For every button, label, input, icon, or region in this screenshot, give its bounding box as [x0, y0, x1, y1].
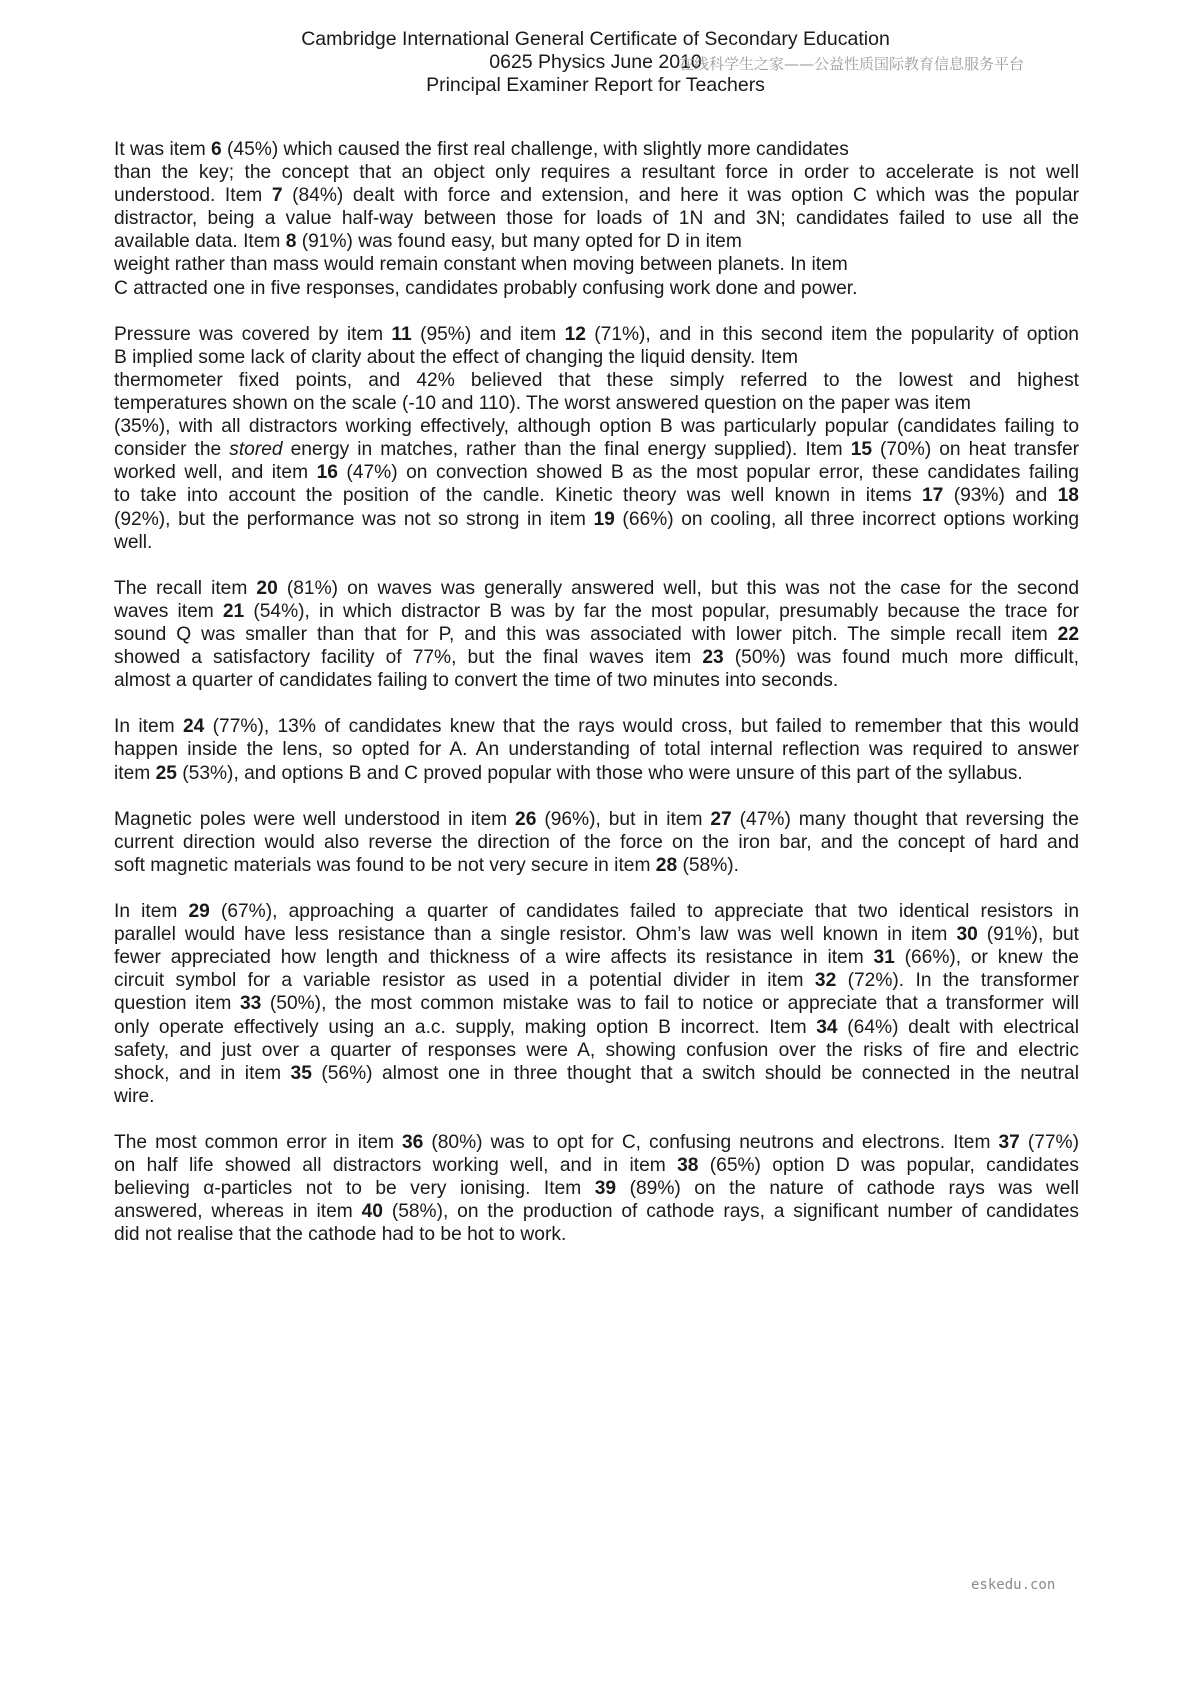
item-number: 17: [921, 485, 944, 507]
text-run: sound Q was smaller than that for P, and this was associated with lower pitch. The simple recall item: [114, 623, 1058, 645]
text-run: (92%), but the performance was not so strong in item: [114, 508, 594, 530]
text-run: to take into account the position of the candle. Kinetic theory was well known in items: [114, 485, 922, 507]
item-number: 31: [873, 947, 895, 969]
text-line: [114, 1085, 1079, 1108]
text-run: (64%) dealt with electrical: [837, 1016, 1079, 1038]
item-number: 20: [256, 577, 278, 599]
text-run: wire.: [114, 1085, 155, 1107]
text-run: parallel would have less resistance than a single resistor. Ohm’s law was well known in item: [114, 924, 957, 946]
text-run: (53%), and options B and C proved popular with those who were unsure of this part of the syllabus.: [176, 762, 1023, 784]
item-number: 33: [239, 993, 262, 1015]
text-line: [114, 531, 1079, 554]
text-run: (47%) on convection showed B as the most popular error, these candidates failing: [337, 462, 1079, 484]
text-run: (91%), but: [977, 924, 1079, 946]
text-run: (72%). In the transformer: [836, 970, 1079, 992]
item-number: 35: [290, 1062, 312, 1084]
text-line: [114, 461, 1079, 484]
text-line: [114, 762, 1079, 785]
text-line: [114, 854, 1079, 877]
text-run: on half life showed all distractors working well, and in item: [114, 1155, 678, 1177]
text-run: (89%) on the nature of cathode rays was well: [616, 1178, 1080, 1200]
item-number: 7: [271, 185, 283, 207]
paragraph: [114, 715, 1079, 784]
text-run: soft magnetic materials was found to be not very secure in item: [114, 854, 656, 876]
text-line: [114, 1177, 1079, 1200]
text-run: (67%), approaching a quarter of candidates failed to appreciate that two identical resistors in: [209, 901, 1079, 923]
text-run: (91%) was found easy, but many opted for D in item: [296, 231, 742, 253]
text-run: fewer appreciated how length and thickness of a wire affects its resistance in item: [114, 947, 874, 969]
text-run: (71%), and in this second item the popularity of option: [585, 323, 1079, 345]
text-line: [114, 1223, 1079, 1246]
header-syllabus: 0625 Physics June 2010: [489, 51, 702, 73]
text-line: [114, 623, 1079, 646]
text-line: [114, 992, 1079, 1015]
text-line: [114, 646, 1079, 669]
text-run: worked well, and item: [114, 462, 317, 484]
text-line: [114, 923, 1079, 946]
text-line: [114, 392, 1079, 415]
header-exam-title: Cambridge International General Certificate of Secondary Education: [301, 28, 890, 50]
text-run: temperatures shown on the scale (-10 and 110). The worst answered question on the paper was item: [114, 393, 971, 415]
item-number: 8: [285, 231, 297, 253]
text-run: In item: [114, 716, 183, 738]
text-line: [114, 808, 1079, 831]
text-run: almost a quarter of candidates failing to convert the time of two minutes into seconds.: [114, 670, 839, 692]
text-run: It was item: [114, 139, 212, 160]
emphasis-text: stored: [229, 439, 283, 461]
text-run: (95%) and item: [411, 323, 565, 345]
text-run: (84%) dealt with force and extension, and here it was option C which was the popular: [282, 185, 1079, 207]
text-line: [114, 1131, 1079, 1154]
item-number: 23: [702, 647, 724, 669]
text-run: available data. Item: [114, 231, 286, 253]
text-line: [114, 831, 1079, 854]
item-number: 24: [182, 716, 205, 738]
text-line: [114, 484, 1079, 507]
text-line: [114, 900, 1079, 923]
paragraph: [114, 577, 1079, 692]
text-line: [114, 277, 1079, 300]
text-run: (77%), 13% of candidates knew that the rays would cross, but failed to remember that this would: [204, 716, 1079, 738]
text-line: [114, 323, 1079, 346]
footer-watermark: eskedu.con: [971, 1577, 1056, 1593]
text-run: In item: [114, 901, 189, 923]
paragraph: [114, 323, 1079, 554]
text-run: safety, and just over a quarter of responses were A, showing confusion over the risks of fire and electric: [114, 1039, 1079, 1061]
text-run: (56%) almost one in three thought that a switch should be connected in the neutral: [311, 1062, 1079, 1084]
text-run: The recall item: [114, 577, 257, 599]
item-number: 34: [816, 1016, 838, 1038]
text-run: happen inside the lens, so opted for A. An understanding of total internal reflection was required to answer: [114, 739, 1079, 761]
text-run: item: [114, 762, 156, 784]
text-run: Pressure was covered by item: [114, 323, 392, 345]
item-number: 15: [850, 439, 873, 461]
item-number: 30: [956, 924, 978, 946]
item-number: 19: [593, 508, 615, 530]
text-line: [114, 207, 1079, 230]
report-body: [114, 138, 1079, 1270]
item-number: 21: [222, 600, 245, 622]
text-run: C attracted one in five responses, candidates probably confusing work done and power.: [114, 277, 858, 299]
text-line: [114, 600, 1079, 623]
item-number: 16: [316, 462, 338, 484]
text-run: (35%), with all distractors working effectively, although option B was particularly popular (candidates failing to: [114, 416, 1079, 438]
text-run: (65%) option D was popular, candidates: [698, 1155, 1079, 1177]
text-run: B implied some lack of clarity about the effect of changing the liquid density. Item: [114, 346, 799, 368]
text-run: (47%) many thought that reversing the: [731, 808, 1079, 830]
text-run: thermometer fixed points, and 42% believed that these simply referred to the lowest and highest: [114, 369, 1079, 391]
text-run: did not realise that the cathode had to be hot to work.: [114, 1224, 567, 1246]
text-line: [114, 946, 1079, 969]
item-number: 32: [814, 970, 837, 992]
item-number: 37: [998, 1132, 1020, 1154]
item-number: 25: [155, 762, 177, 784]
text-line: [114, 415, 1079, 438]
text-line: [114, 253, 1079, 276]
text-run: shock, and in item: [114, 1062, 291, 1084]
text-run: energy in matches, rather than the final energy supplied). Item: [282, 439, 851, 461]
text-line: [114, 1200, 1079, 1223]
text-run: (45%) which caused the first real challenge, with slightly more candidates: [221, 139, 849, 160]
text-line: [114, 1039, 1079, 1062]
text-run: waves item: [114, 600, 223, 622]
text-line: [114, 1154, 1079, 1177]
item-number: 27: [710, 808, 732, 830]
text-line: [114, 738, 1079, 761]
text-run: (70%) on heat transfer: [872, 439, 1080, 461]
item-number: 28: [655, 854, 678, 876]
text-run: current direction would also reverse the direction of the force on the iron bar, and the concept of hard and: [114, 831, 1079, 853]
paragraph: [114, 808, 1079, 877]
text-run: consider the: [114, 439, 230, 461]
item-number: 12: [564, 323, 586, 345]
text-line: [114, 230, 1079, 253]
text-run: than the key; the concept that an object only requires a resultant force in order to accelerate is not well: [114, 162, 1079, 184]
item-number: 11: [391, 323, 412, 345]
watermark-text: 在线科学生之家——公益性质国际教育信息服务平台: [679, 55, 1025, 73]
text-run: (54%), in which distractor B was by far the most popular, presumably because the trace for: [244, 600, 1080, 622]
text-line: [114, 346, 1079, 369]
text-line: [114, 715, 1079, 738]
text-run: (77%): [1019, 1132, 1079, 1154]
item-number: 26: [515, 808, 537, 830]
text-run: well.: [114, 531, 153, 553]
item-number: 39: [594, 1178, 617, 1200]
paragraph: [114, 900, 1079, 1108]
text-run: showed a satisfactory facility of 77%, but the final waves item: [114, 647, 703, 669]
item-number: 36: [402, 1132, 424, 1154]
text-line: [114, 1062, 1079, 1085]
text-run: understood. Item: [114, 185, 272, 207]
text-run: (50%), the most common mistake was to fail to notice or appreciate that a transformer will: [261, 993, 1079, 1015]
text-line: [114, 577, 1079, 600]
header-report-title: Principal Examiner Report for Teachers: [426, 74, 765, 96]
text-run: question item: [114, 993, 240, 1015]
paragraph: [114, 138, 1079, 300]
text-line: [114, 184, 1079, 207]
text-run: (81%) on waves was generally answered well, but this was not the case for the second: [277, 577, 1079, 599]
item-number: 40: [361, 1201, 383, 1223]
text-run: distractor, being a value half-way between those for loads of 1N and 3N; candidates failed to use all the: [114, 208, 1079, 230]
text-run: (58%), on the production of cathode rays, a significant number of candidates: [382, 1201, 1079, 1223]
item-number: 22: [1057, 623, 1079, 645]
text-line: [114, 161, 1079, 184]
item-number: 18: [1057, 485, 1079, 507]
text-run: answered, whereas in item: [114, 1201, 362, 1223]
text-run: (66%) on cooling, all three incorrect options working: [614, 508, 1079, 530]
text-run: The most common error in item: [114, 1132, 403, 1154]
text-run: (50%) was found much more difficult,: [723, 647, 1079, 669]
item-number: 29: [188, 901, 210, 923]
text-run: weight rather than mass would remain constant when moving between planets. In item: [114, 254, 848, 276]
text-run: circuit symbol for a variable resistor as used in a potential divider in item: [114, 970, 815, 992]
text-run: only operate effectively using an a.c. supply, making option B incorrect. Item: [114, 1016, 817, 1038]
text-run: Magnetic poles were well understood in item: [114, 808, 516, 830]
text-line: [114, 508, 1079, 531]
text-run: believing α-particles not to be very ionising. Item: [114, 1178, 595, 1200]
text-run: (96%), but in item: [536, 808, 711, 830]
text-line: [114, 138, 1079, 161]
paragraph: [114, 1131, 1079, 1246]
text-line: [114, 969, 1079, 992]
text-line: [114, 669, 1079, 692]
text-line: [114, 1016, 1079, 1039]
text-run: (80%) was to opt for C, confusing neutrons and electrons. Item: [423, 1132, 999, 1154]
text-run: (66%), or knew the: [894, 947, 1079, 969]
item-number: 6: [211, 139, 222, 160]
text-line: [114, 438, 1079, 461]
text-run: (58%).: [677, 854, 739, 876]
text-line: [114, 369, 1079, 392]
item-number: 38: [677, 1155, 699, 1177]
text-run: (93%) and: [943, 485, 1058, 507]
